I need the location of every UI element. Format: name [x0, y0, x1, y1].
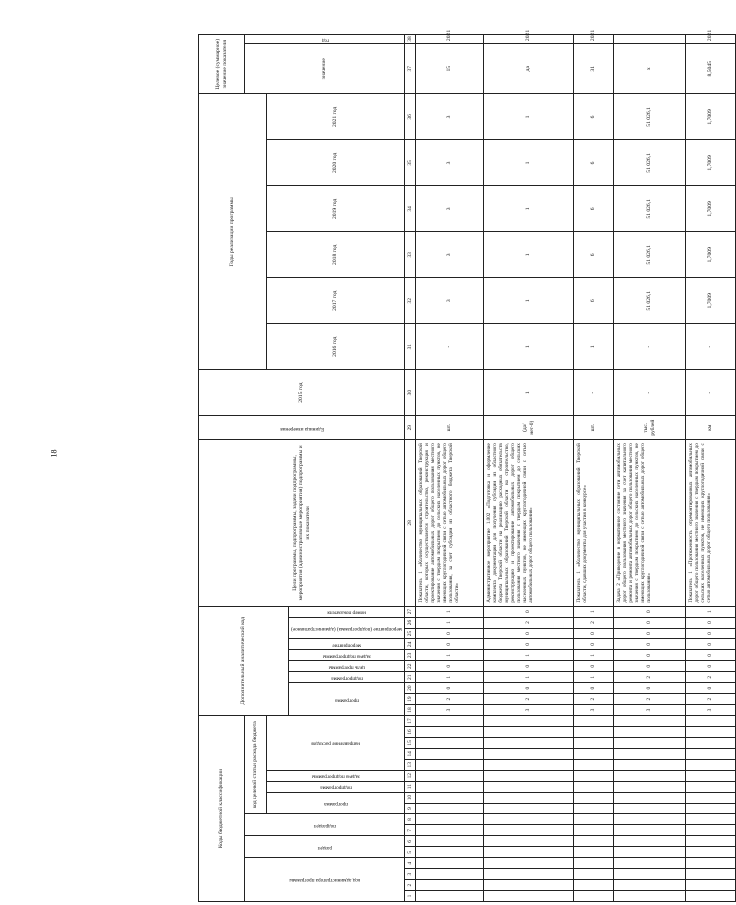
code-digit-cell	[686, 880, 736, 891]
code-digit-cell	[416, 891, 484, 902]
analytic-code-header: Дополнительный аналитический код	[199, 606, 289, 715]
table-row	[416, 35, 484, 902]
target-value-cell: 15	[416, 44, 484, 94]
code-digit-cell: 1	[484, 650, 574, 661]
header-row-1	[199, 35, 245, 902]
direction-header: направление расходов	[267, 716, 405, 771]
indicator-description: Показатель 1 «Количество муниципальных образований Тверской области, сдавших документы для участия в конкурсе»	[574, 440, 614, 606]
analytic-goal-header: цель программы	[289, 661, 405, 672]
year-value-cell: 3	[416, 278, 484, 324]
indicator-description: Показатель 1 «Количество муниципальных образований Тверской области, которых осуществляется строительство, реконструкция и проектирование автомобильных дорог общего пользования местного значения с твердым покрытием до сельских населенных пунктов, не имеющих круглогодичной связи с сетью автомобильных дорог общего пользования, за счет субсидии из областного бюджета Тверской области»	[416, 440, 484, 606]
column-number-cell: 32	[405, 278, 416, 324]
unit-cell: км	[686, 416, 736, 440]
code-digit-cell	[574, 792, 614, 803]
code-digit-cell	[686, 716, 736, 727]
code-digit-cell: 0	[484, 683, 574, 694]
code-digit-cell: 1	[416, 606, 484, 617]
column-number-cell: 34	[405, 186, 416, 232]
code-digit-cell	[574, 781, 614, 792]
code-digit-cell	[484, 825, 574, 836]
code-digit-cell	[574, 716, 614, 727]
code-digit-cell: 2	[574, 694, 614, 705]
rotated-table-wrapper	[198, 29, 714, 902]
code-digit-cell: 2	[416, 694, 484, 705]
code-digit-cell	[484, 803, 574, 814]
code-digit-cell	[574, 814, 614, 825]
code-digit-cell: 0	[614, 617, 686, 628]
analytic-number-header: номер показателя	[289, 606, 405, 617]
code-digit-cell	[686, 825, 736, 836]
code-digit-cell	[484, 814, 574, 825]
code-digit-cell	[614, 727, 686, 738]
code-digit-cell	[614, 792, 686, 803]
year-value-cell: 51 026,1	[614, 232, 686, 278]
year-value-cell: 6	[574, 140, 614, 186]
year-value-cell: -	[686, 370, 736, 416]
program-indicators-table	[198, 29, 736, 902]
code-digit-cell	[686, 836, 736, 847]
target-value-cell: 8,5045	[686, 44, 736, 94]
code-digit-cell	[416, 727, 484, 738]
code-digit-cell: 2	[614, 672, 686, 683]
code-digit-cell: 2	[686, 694, 736, 705]
code-digit-cell	[614, 737, 686, 748]
target-year-cell	[614, 35, 686, 44]
code-digit-cell: 0	[614, 661, 686, 672]
code-digit-cell	[614, 880, 686, 891]
column-number-cell: 17	[405, 716, 416, 727]
code-digit-cell: 3	[574, 705, 614, 716]
code-digit-cell	[416, 869, 484, 880]
column-number-cell: 38	[405, 35, 416, 44]
code-digit-cell: 0	[416, 639, 484, 650]
code-digit-cell: 1	[416, 617, 484, 628]
code-digit-cell	[574, 869, 614, 880]
target-year-cell: 2021	[686, 35, 736, 44]
code-digit-cell	[484, 770, 574, 781]
code-digit-cell: 3	[416, 705, 484, 716]
code-digit-cell	[686, 770, 736, 781]
code-digit-cell	[574, 825, 614, 836]
code-digit-cell	[416, 737, 484, 748]
code-digit-cell	[484, 792, 574, 803]
code-digit-cell: 0	[484, 606, 574, 617]
code-digit-cell: 2	[614, 694, 686, 705]
year-value-cell: 6	[574, 232, 614, 278]
code-digit-cell	[686, 737, 736, 748]
code-digit-cell: 0	[574, 628, 614, 639]
column-number-cell: 6	[405, 836, 416, 847]
code-digit-cell	[484, 836, 574, 847]
code-digit-cell	[574, 847, 614, 858]
code-digit-cell: 1	[416, 650, 484, 661]
code-digit-cell: 0	[574, 639, 614, 650]
indicator-description: Показатель 1 «Протяженность отремонтированных автомобильных дорог общего пользования местного значения с твердым покрытием до сельских населенных пунктов, не имеющих круглогодичной связи с сетью автомобильных дорог общего пользования»	[686, 440, 736, 606]
column-number-cell: 18	[405, 705, 416, 716]
code-digit-cell: 2	[484, 617, 574, 628]
code-digit-cell	[686, 869, 736, 880]
year-value-cell: -	[686, 324, 736, 370]
code-digit-cell	[614, 869, 686, 880]
code-digit-cell	[416, 781, 484, 792]
code-digit-cell: 0	[686, 683, 736, 694]
code-digit-cell	[574, 858, 614, 869]
program-years-header: Годы реализации программы	[199, 94, 267, 370]
code-digit-cell	[574, 836, 614, 847]
year-value-cell: 1,7009	[686, 140, 736, 186]
target-year-cell: 2021	[416, 35, 484, 44]
column-number-cell: 1	[405, 891, 416, 902]
year-value-cell: 1	[484, 324, 574, 370]
code-digit-cell: 0	[614, 650, 686, 661]
code-digit-cell	[484, 727, 574, 738]
column-number-cell: 25	[405, 628, 416, 639]
table-row	[614, 35, 686, 902]
unit-cell: (да/нет-0)	[484, 416, 574, 440]
year-value-cell: 1	[484, 370, 574, 416]
code-digit-cell	[686, 803, 736, 814]
target-subprogram-header: подпрограмма	[267, 781, 405, 792]
year-value-cell: 3	[416, 140, 484, 186]
code-digit-cell: 1	[484, 672, 574, 683]
year-value-cell: 51 026,1	[614, 278, 686, 324]
column-number-cell: 37	[405, 44, 416, 94]
year-value-cell: -	[614, 370, 686, 416]
code-digit-cell: 2	[686, 672, 736, 683]
code-digit-cell	[686, 759, 736, 770]
column-number-cell: 3	[405, 869, 416, 880]
admin-code-header: код администратора программы	[245, 858, 405, 902]
code-digit-cell	[686, 858, 736, 869]
code-digit-cell	[416, 759, 484, 770]
column-number-cell: 16	[405, 727, 416, 738]
code-digit-cell: 0	[686, 639, 736, 650]
code-digit-cell	[614, 836, 686, 847]
target-code-header: код целевой статьи расхода бюджета	[245, 716, 267, 814]
column-number-cell: 27	[405, 606, 416, 617]
column-number-cell: 2	[405, 880, 416, 891]
column-number-cell: 19	[405, 694, 416, 705]
year-value-cell: 1,7009	[686, 186, 736, 232]
code-digit-cell	[484, 748, 574, 759]
code-digit-cell: 0	[686, 628, 736, 639]
code-digit-cell: 1	[574, 650, 614, 661]
code-digit-cell	[416, 770, 484, 781]
code-digit-cell	[614, 770, 686, 781]
code-digit-cell: 2	[574, 617, 614, 628]
code-digit-cell: 3	[614, 705, 686, 716]
code-digit-cell	[484, 716, 574, 727]
year-value-cell: 1	[484, 140, 574, 186]
code-digit-cell: 0	[484, 661, 574, 672]
code-digit-cell	[416, 716, 484, 727]
code-digit-cell: 2	[484, 694, 574, 705]
column-number-cell: 14	[405, 748, 416, 759]
column-number-cell: 4	[405, 858, 416, 869]
column-number-cell: 29	[405, 416, 416, 440]
code-digit-cell	[416, 748, 484, 759]
code-digit-cell: 3	[686, 705, 736, 716]
code-digit-cell: 1	[574, 606, 614, 617]
indicator-description: Административное мероприятие 1.002 «Подготовка и оформление комплекта документации для получения субсидии из областного бюджета Тверской области на реализацию расходных обязательств муниципальных образований Тверской области на строительство, реконструкцию и проектирование автомобильных дорог общего пользования местного значения с твердым покрытием до сельских населенных пунктов, не имеющих круглогодичной связи с сетью автомобильных дорог общего пользования»	[484, 440, 574, 606]
goals-header: Цели программы, подпрограммы, задачи подпрограммы, мероприятия (административные мероприятия) подпрограммы и их показатели	[199, 440, 405, 606]
code-digit-cell	[574, 803, 614, 814]
code-digit-cell	[686, 814, 736, 825]
column-number-cell: 26	[405, 617, 416, 628]
code-digit-cell	[686, 891, 736, 902]
year-2016-header: 2016 год	[267, 324, 405, 370]
unit-cell: шт.	[416, 416, 484, 440]
code-digit-cell: 0	[484, 639, 574, 650]
target-task-header: задача подпрограммы	[267, 770, 405, 781]
column-number-cell: 28	[405, 440, 416, 606]
year-value-cell: -	[574, 370, 614, 416]
code-digit-cell	[574, 770, 614, 781]
code-digit-cell: 0	[484, 628, 574, 639]
year-value-cell: 1,7009	[686, 94, 736, 140]
year-value-cell: 1,7009	[686, 232, 736, 278]
code-digit-cell	[416, 836, 484, 847]
code-digit-cell	[484, 781, 574, 792]
unit-cell: тыс. рублей	[614, 416, 686, 440]
column-number-cell: 8	[405, 814, 416, 825]
code-digit-cell	[614, 716, 686, 727]
year-value-cell: 51 026,1	[614, 94, 686, 140]
code-digit-cell	[614, 825, 686, 836]
analytic-task-header: задача подпрограммы	[289, 650, 405, 661]
code-digit-cell: 0	[416, 628, 484, 639]
code-digit-cell	[416, 803, 484, 814]
year-2015-header: 2015 год	[199, 370, 405, 416]
code-digit-cell	[484, 880, 574, 891]
code-digit-cell: 0	[686, 650, 736, 661]
page-number: 18	[49, 449, 59, 458]
target-year-cell: 2021	[574, 35, 614, 44]
code-digit-cell: 0	[614, 606, 686, 617]
year-value-cell: 1	[484, 186, 574, 232]
column-number-cell: 35	[405, 140, 416, 186]
column-number-cell: 12	[405, 770, 416, 781]
year-value-cell: 1	[484, 232, 574, 278]
code-digit-cell	[614, 759, 686, 770]
table-row	[574, 35, 614, 902]
column-number-cell: 33	[405, 232, 416, 278]
year-value-cell: 1	[574, 324, 614, 370]
code-digit-cell: 0	[574, 683, 614, 694]
analytic-activity-header: мероприятие	[289, 639, 405, 650]
year-value-cell: 6	[574, 186, 614, 232]
column-number-cell: 21	[405, 672, 416, 683]
analytic-subprogram-header: подпрограмма	[289, 672, 405, 683]
code-digit-cell	[574, 737, 614, 748]
code-digit-cell: 0	[416, 683, 484, 694]
target-value-cell: 31	[574, 44, 614, 94]
code-digit-cell	[484, 858, 574, 869]
code-digit-cell	[416, 858, 484, 869]
code-digit-cell: 1	[416, 672, 484, 683]
code-digit-cell	[614, 847, 686, 858]
year-2021-header: 2021 год	[267, 94, 405, 140]
unit-cell: шт.	[574, 416, 614, 440]
year-value-cell	[416, 370, 484, 416]
column-number-cell: 7	[405, 825, 416, 836]
code-digit-cell	[484, 759, 574, 770]
budget-codes-header: Коды бюджетной классификации	[199, 716, 245, 902]
year-value-cell: 1	[484, 278, 574, 324]
year-value-cell: 51 026,1	[614, 140, 686, 186]
column-number-cell: 9	[405, 803, 416, 814]
code-digit-cell	[614, 891, 686, 902]
code-digit-cell: 3	[484, 705, 574, 716]
table-row	[686, 35, 736, 902]
year-value-cell: 3	[416, 232, 484, 278]
code-digit-cell	[574, 880, 614, 891]
code-digit-cell	[416, 880, 484, 891]
code-digit-cell	[686, 748, 736, 759]
year-value-cell: 1,7009	[686, 278, 736, 324]
column-number-cell: 36	[405, 94, 416, 140]
code-digit-cell	[484, 847, 574, 858]
year-value-cell: -	[614, 324, 686, 370]
code-digit-cell	[574, 891, 614, 902]
code-digit-cell: 0	[614, 639, 686, 650]
code-digit-cell: 0	[614, 683, 686, 694]
year-2020-header: 2020 год	[267, 140, 405, 186]
year-value-cell: -	[416, 324, 484, 370]
subsection-header: подраздел	[245, 814, 405, 836]
code-digit-cell	[614, 814, 686, 825]
column-number-cell: 31	[405, 324, 416, 370]
code-digit-cell	[484, 737, 574, 748]
target-value-header: Целевое (суммарное) значение показателя	[199, 35, 245, 94]
analytic-sub-activity-header: мероприятие (подпрограмма) (административное)	[289, 617, 405, 639]
code-digit-cell: 0	[574, 661, 614, 672]
column-number-cell: 23	[405, 650, 416, 661]
value-header: значение	[245, 44, 405, 94]
code-digit-cell: 0	[686, 661, 736, 672]
code-digit-cell	[686, 781, 736, 792]
table-row	[484, 35, 574, 902]
column-number-cell: 15	[405, 737, 416, 748]
year-value-cell: 6	[574, 94, 614, 140]
year-value-cell: 3	[416, 186, 484, 232]
year-2018-header: 2018 год	[267, 232, 405, 278]
year-2017-header: 2017 год	[267, 278, 405, 324]
code-digit-cell	[416, 792, 484, 803]
target-program-header: программа	[267, 792, 405, 814]
column-number-cell: 22	[405, 661, 416, 672]
year-value-cell: 6	[574, 278, 614, 324]
code-digit-cell	[614, 803, 686, 814]
year-value-cell: 3	[416, 94, 484, 140]
code-digit-cell	[614, 781, 686, 792]
code-digit-cell	[686, 792, 736, 803]
year-value-cell: 1	[484, 94, 574, 140]
analytic-program-header: программа	[289, 683, 405, 716]
code-digit-cell	[614, 748, 686, 759]
code-digit-cell: 0	[686, 617, 736, 628]
code-digit-cell	[574, 727, 614, 738]
target-year-cell: 2021	[484, 35, 574, 44]
column-number-cell: 11	[405, 781, 416, 792]
column-number-cell: 24	[405, 639, 416, 650]
code-digit-cell	[614, 858, 686, 869]
code-digit-cell	[416, 825, 484, 836]
code-digit-cell	[574, 748, 614, 759]
year-2019-header: 2019 год	[267, 186, 405, 232]
code-digit-cell: 1	[686, 606, 736, 617]
target-value-cell: да	[484, 44, 574, 94]
target-value-cell: х	[614, 44, 686, 94]
code-digit-cell	[484, 891, 574, 902]
code-digit-cell	[416, 847, 484, 858]
code-digit-cell: 1	[574, 672, 614, 683]
code-digit-cell: 0	[614, 628, 686, 639]
column-number-cell: 20	[405, 683, 416, 694]
code-digit-cell	[686, 847, 736, 858]
column-number-cell: 30	[405, 370, 416, 416]
year-header: год	[245, 35, 405, 44]
code-digit-cell	[686, 727, 736, 738]
column-number-cell: 13	[405, 759, 416, 770]
code-digit-cell	[574, 759, 614, 770]
column-number-cell: 10	[405, 792, 416, 803]
column-number-cell: 5	[405, 847, 416, 858]
year-value-cell: 51 026,1	[614, 186, 686, 232]
code-digit-cell: 0	[416, 661, 484, 672]
indicator-description: Задача 2 «Приведение в нормативное состояние сети автомобильных дорог общего пользования местного значения за счет капитального ремонта и ремонта автомобильных дорог общего пользования местного значения с твердым покрытием до сельских населенных пунктов, не имеющих круглогодичной связи с сетью автомобильных дорог общего пользования»	[614, 440, 686, 606]
column-number-row	[405, 35, 416, 902]
code-digit-cell	[484, 869, 574, 880]
unit-header: Единица измерения	[199, 416, 405, 440]
code-digit-cell	[416, 814, 484, 825]
section-header: раздел	[245, 836, 405, 858]
